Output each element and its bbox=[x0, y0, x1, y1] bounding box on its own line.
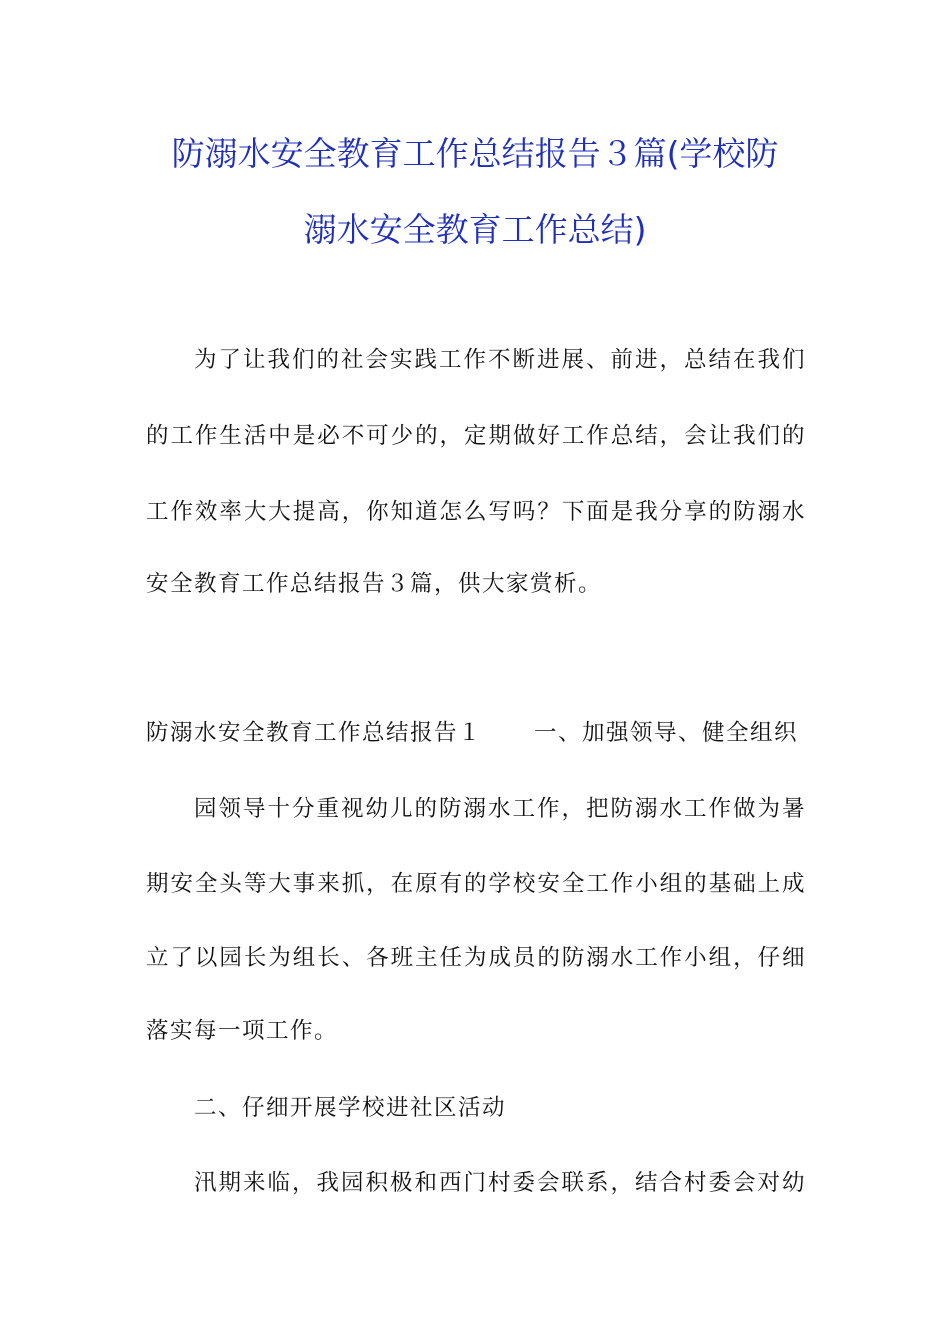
section-1-body-line-2: 期安全头等大事来抓，在原有的学校安全工作小组的基础上成 bbox=[146, 871, 806, 897]
report-1-heading-row bbox=[146, 718, 799, 748]
section-2-body-line-1: 汛期来临，我园积极和西门村委会联系，结合村委会对幼 bbox=[194, 1170, 806, 1196]
intro-paragraph-line-4: 安全教育工作总结报告３篇，供大家赏析。 bbox=[146, 571, 603, 597]
intro-paragraph-line-3: 工作效率大大提高，你知道怎么写吗？下面是我分享的防溺水 bbox=[146, 499, 806, 525]
intro-paragraph-line-2: 的工作生活中是必不可少的，定期做好工作总结，会让我们的 bbox=[146, 423, 806, 449]
section-1-body-line-4: 落实每一项工作。 bbox=[146, 1018, 339, 1044]
section-1-body-line-3: 立了以园长为组长、各班主任为成员的防溺水工作小组，仔细 bbox=[146, 945, 806, 971]
section-2-title: 二、仔细开展学校进社区活动 bbox=[194, 1095, 507, 1121]
section-1-body-line-1: 园领导十分重视幼儿的防溺水工作，把防溺水工作做为暑 bbox=[194, 796, 806, 822]
document-title-line-1: 防溺水安全教育工作总结报告３篇(学校防 bbox=[171, 134, 779, 173]
section-1-title: 一、加强领导、健全组织 bbox=[534, 720, 799, 746]
intro-paragraph-line-1: 为了让我们的社会实践工作不断进展、前进，总结在我们 bbox=[194, 347, 806, 373]
report-1-heading: 防溺水安全教育工作总结报告１ bbox=[146, 720, 483, 746]
document-title-line-2: 溺水安全教育工作总结) bbox=[303, 210, 647, 249]
